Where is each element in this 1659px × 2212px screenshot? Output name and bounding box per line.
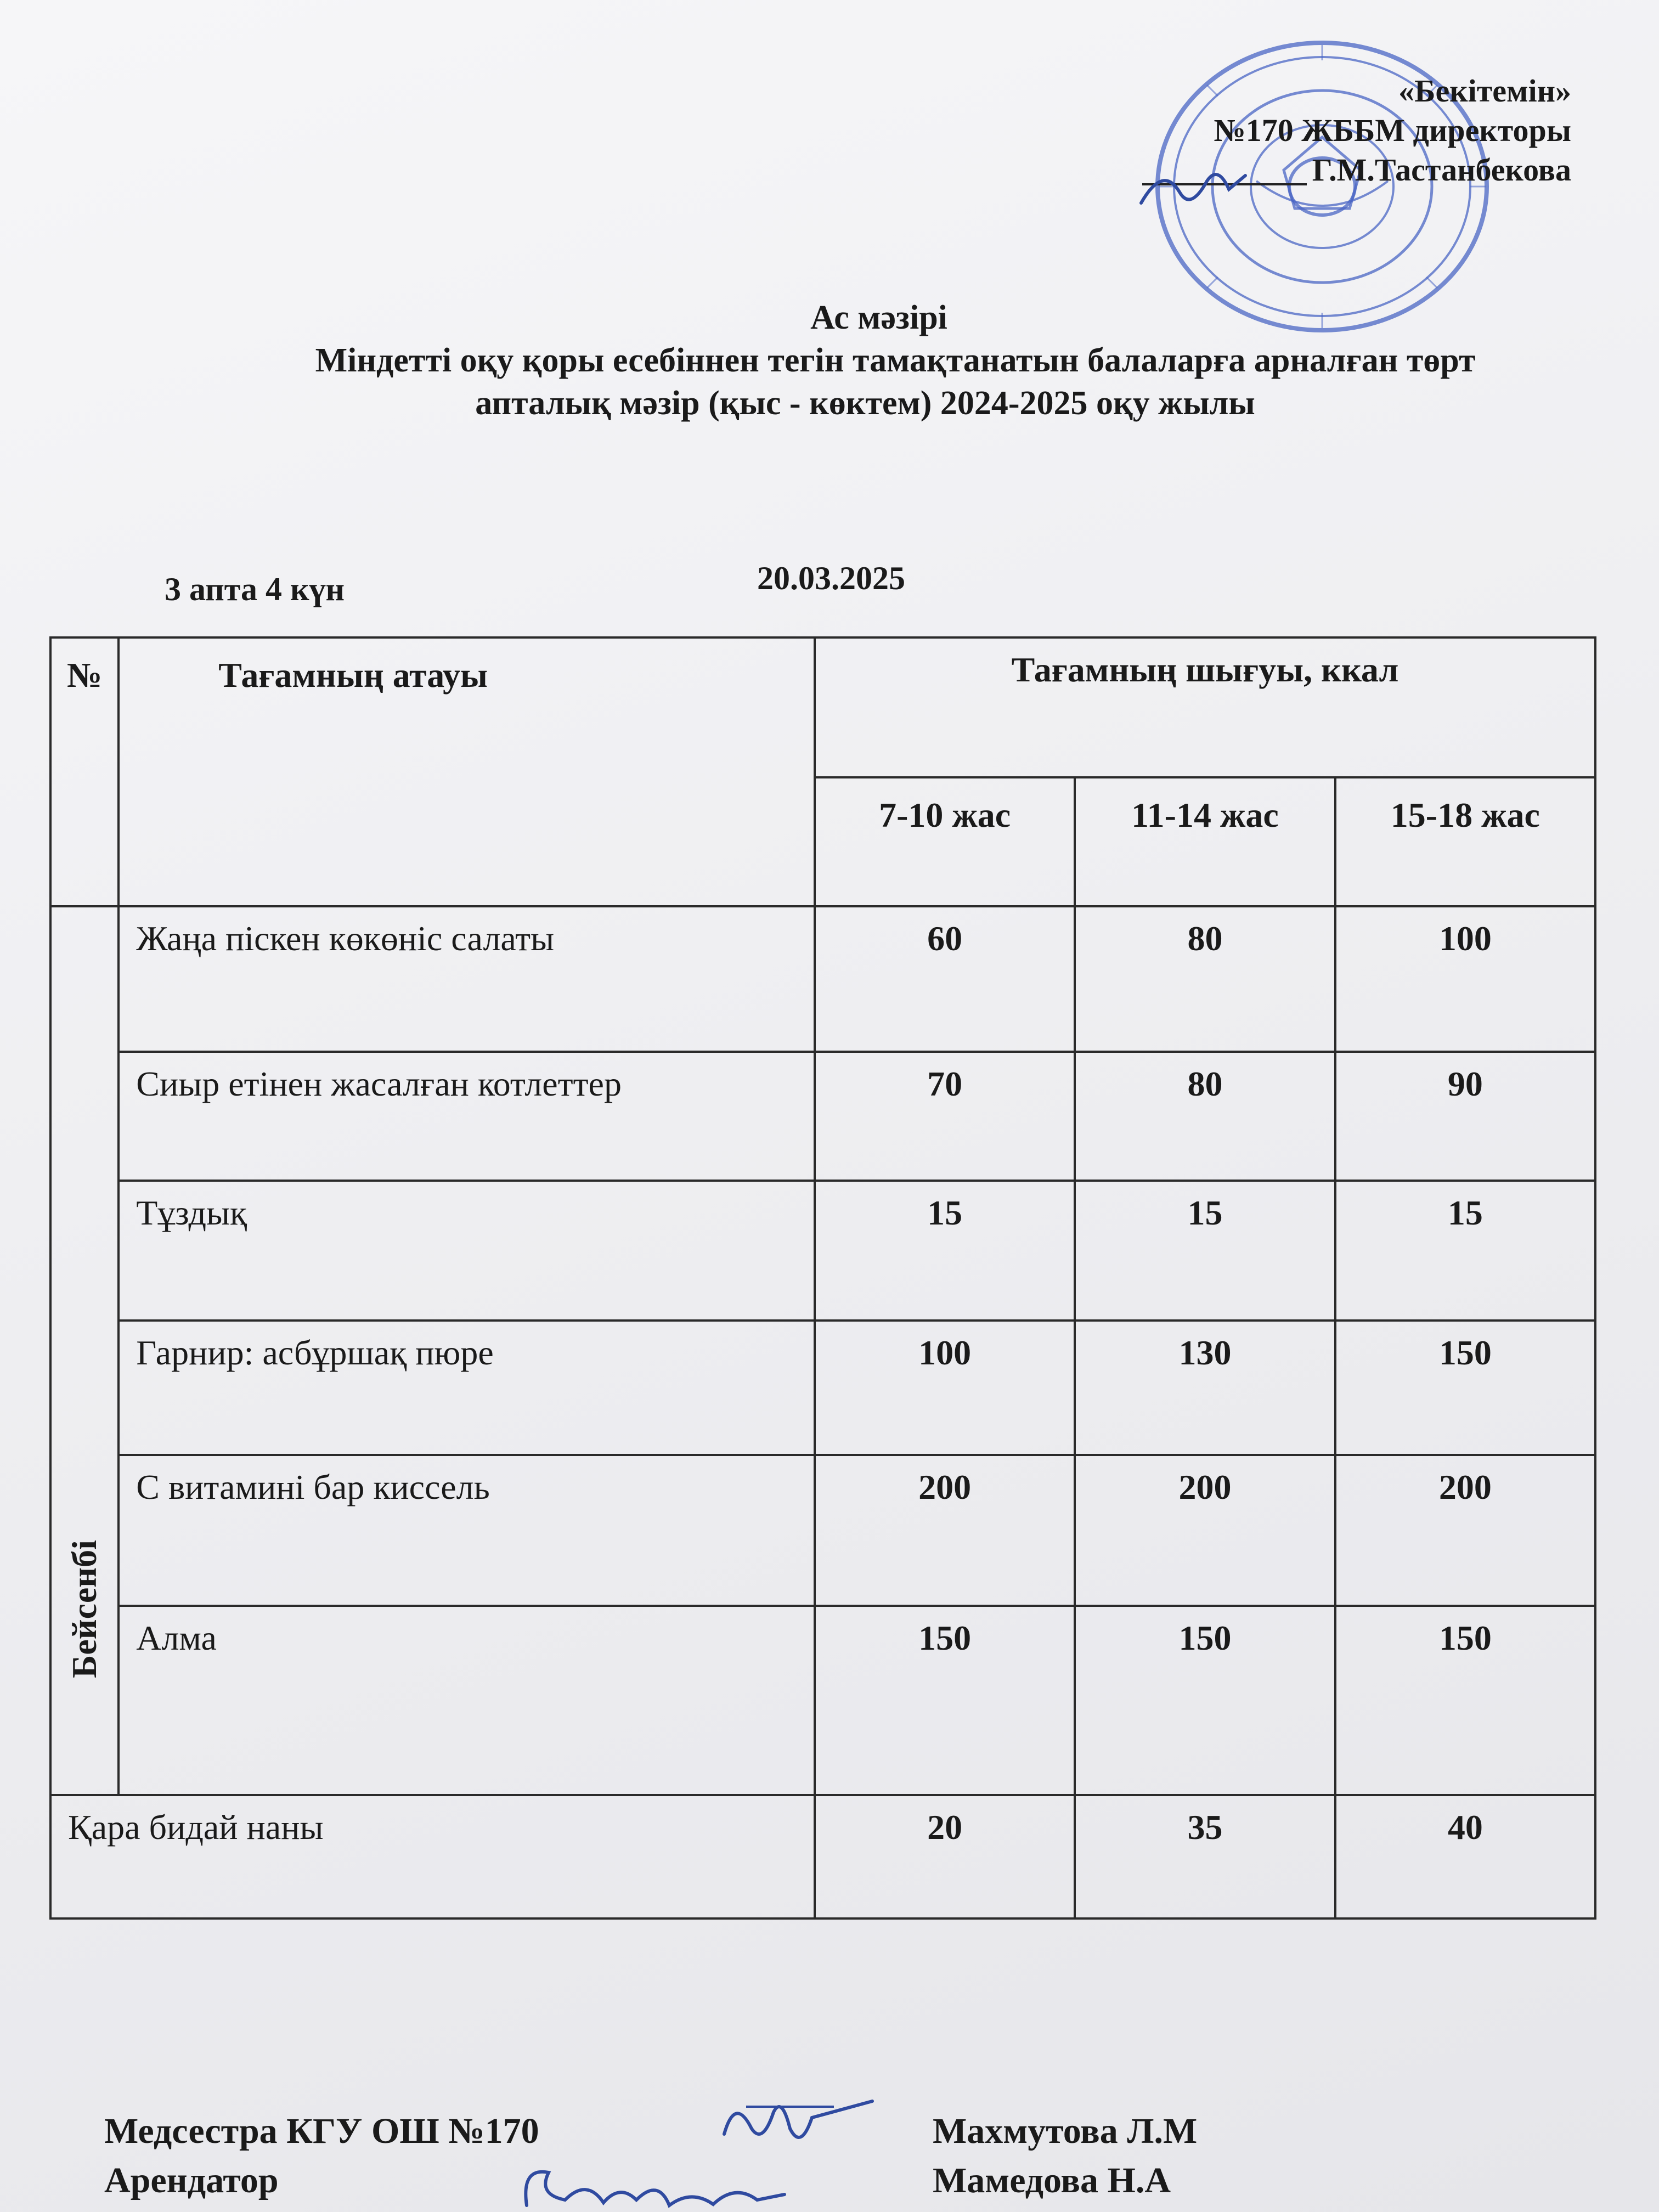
header-number: №	[50, 637, 119, 906]
document-subtitle: Міндетті оқу қоры есебіннен тегін тамақтанатын балаларға арналған төрт	[315, 342, 1476, 379]
tenant-label: Арендатор	[104, 2160, 279, 2200]
week-day-label: 3 апта 4 күн	[165, 571, 345, 607]
table-row	[50, 1181, 1595, 1321]
tenant-signature	[505, 2162, 790, 2212]
footer-labels	[104, 2107, 539, 2205]
value-11-14: 200	[1075, 1455, 1335, 1606]
nurse-name: Махмутова Л.М	[933, 2111, 1198, 2151]
value-7-10: 150	[815, 1606, 1075, 1795]
value-11-14: 15	[1075, 1181, 1335, 1321]
document-subtitle-2: апталық мәзір (қыс - көктем) 2024-2025 оқу жылы	[475, 385, 1255, 422]
value-11-14: 130	[1075, 1321, 1335, 1455]
value-7-10: 60	[815, 906, 1075, 1052]
header-dish-name: Тағамның атауы	[119, 637, 815, 906]
table-row	[50, 1606, 1595, 1795]
value-7-10: 70	[815, 1052, 1075, 1181]
footer-names	[933, 2107, 1197, 2205]
tenant-name: Мамедова Н.А	[933, 2160, 1171, 2200]
dish-name: Алма	[119, 1606, 815, 1795]
menu-table	[49, 636, 1596, 1920]
value-15-18: 200	[1335, 1455, 1595, 1606]
table-row	[50, 1321, 1595, 1455]
nurse-label: Медсестра КГУ ОШ №170	[104, 2111, 539, 2151]
dish-name: Сиыр етінен жасалған котлеттер	[119, 1052, 815, 1181]
value-15-18: 40	[1335, 1795, 1595, 1918]
value-15-18: 90	[1335, 1052, 1595, 1181]
table-row	[50, 1795, 1595, 1918]
day-label: Бейсенбі	[65, 1540, 104, 1678]
menu-date: 20.03.2025	[757, 560, 905, 596]
value-11-14: 80	[1075, 906, 1335, 1052]
approval-position: №170 ЖББМ директоры	[1214, 112, 1571, 148]
value-11-14: 150	[1075, 1606, 1335, 1795]
table-row	[50, 1455, 1595, 1606]
value-15-18: 150	[1335, 1606, 1595, 1795]
value-15-18: 150	[1335, 1321, 1595, 1455]
dish-name: Гарнир: асбұршақ пюре	[119, 1321, 815, 1455]
table-row	[50, 906, 1595, 1052]
day-cell	[50, 906, 119, 1795]
title-block	[0, 296, 1659, 425]
dish-name: Тұздық	[119, 1181, 815, 1321]
value-11-14: 80	[1075, 1052, 1335, 1181]
director-signature	[1130, 159, 1256, 219]
value-7-10: 20	[815, 1795, 1075, 1918]
ghost-text-area	[933, 472, 943, 516]
value-15-18: 100	[1335, 906, 1595, 1052]
director-name: Г.М.Тастанбекова	[1312, 152, 1571, 188]
dish-name: С витамині бар киссель	[119, 1455, 815, 1606]
approval-heading: «Бекітемін»	[1398, 73, 1571, 109]
dish-name: Жаңа піскен көкөніс салаты	[119, 906, 815, 1052]
header-age-11-14: 11-14 жас	[1075, 777, 1335, 906]
value-7-10: 15	[815, 1181, 1075, 1321]
value-7-10: 200	[815, 1455, 1075, 1606]
header-age-15-18: 15-18 жас	[1335, 777, 1595, 906]
value-11-14: 35	[1075, 1795, 1335, 1918]
dish-name: Қара бидай наны	[50, 1795, 815, 1918]
header-yield: Тағамның шығуы, ккал	[815, 637, 1595, 777]
value-15-18: 15	[1335, 1181, 1595, 1321]
table-header-row	[50, 637, 1595, 777]
nurse-signature	[713, 2085, 878, 2156]
header-age-7-10: 7-10 жас	[815, 777, 1075, 906]
value-7-10: 100	[815, 1321, 1075, 1455]
table-row	[50, 1052, 1595, 1181]
document-title: Ас мәзірі	[810, 299, 947, 336]
